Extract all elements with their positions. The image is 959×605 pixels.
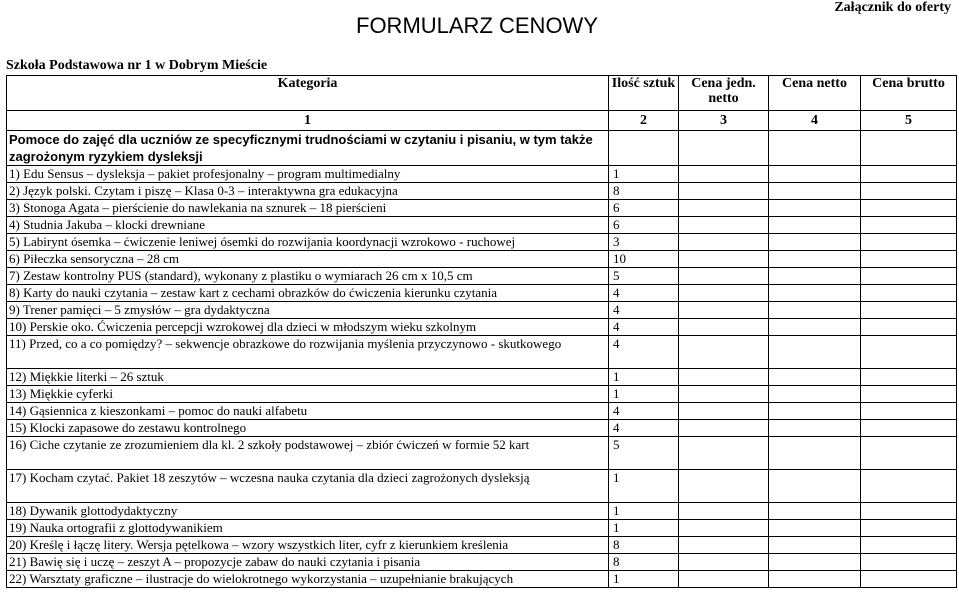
item-name: 21) Bawię się i uczę – zeszyt A – propozycje zabaw do nauki czytania i pisania: [7, 554, 609, 571]
item-name: 3) Stonoga Agata – pierścienie do nawlekania na sznurek – 18 pierścieni: [7, 200, 609, 217]
gross-price-cell: [861, 554, 957, 571]
net-price-cell: [769, 302, 861, 319]
unit-net-price-cell: [679, 234, 769, 251]
unit-net-price-cell: [679, 166, 769, 183]
item-name: 6) Piłeczka sensoryczna – 28 cm: [7, 251, 609, 268]
gross-price-cell: [861, 420, 957, 437]
net-price-cell: [769, 234, 861, 251]
gross-price-cell: [861, 386, 957, 403]
net-price-cell: [769, 470, 861, 503]
gross-price-cell: [861, 537, 957, 554]
gross-price-cell: [861, 251, 957, 268]
item-name: 13) Miękkie cyferki: [7, 386, 609, 403]
table-row: [7, 470, 957, 503]
table-row: [7, 302, 957, 319]
table-row: [7, 503, 957, 520]
gross-price-cell: [861, 234, 957, 251]
net-price-cell: [769, 537, 861, 554]
table-row: [7, 268, 957, 285]
unit-net-price-cell: [679, 554, 769, 571]
col-number: 5: [861, 111, 957, 131]
unit-net-price-cell: [679, 319, 769, 336]
unit-net-price-cell: [679, 571, 769, 588]
table-row: [7, 319, 957, 336]
item-name: 19) Nauka ortografii z glottodywanikiem: [7, 520, 609, 537]
unit-net-price-cell: [679, 503, 769, 520]
item-name: 7) Zestaw kontrolny PUS (standard), wykonany z plastiku o wymiarach 26 cm x 10,5 cm: [7, 268, 609, 285]
item-name: 18) Dywanik glottodydaktyczny: [7, 503, 609, 520]
unit-net-price-cell: [679, 537, 769, 554]
table-row: [7, 200, 957, 217]
item-name: 15) Klocki zapasowe do zestawu kontrolnego: [7, 420, 609, 437]
gross-price-cell: [861, 571, 957, 588]
unit-net-price-cell: [679, 470, 769, 503]
col-header-category: Kategoria: [7, 76, 609, 111]
gross-price-cell: [861, 166, 957, 183]
gross-price-cell: [861, 403, 957, 420]
net-price-cell: [769, 166, 861, 183]
gross-price-cell: [861, 503, 957, 520]
col-header-quantity: Ilość sztuk: [609, 76, 679, 111]
item-quantity: 5: [609, 437, 679, 470]
item-quantity: 1: [609, 571, 679, 588]
column-numbers-row: [7, 111, 957, 131]
col-number: 3: [679, 111, 769, 131]
unit-net-price-cell: [679, 437, 769, 470]
table-row: [7, 251, 957, 268]
item-name: 14) Gąsiennica z kieszonkami – pomoc do nauki alfabetu: [7, 403, 609, 420]
net-price-cell: [769, 200, 861, 217]
item-name: 5) Labirynt ósemka – ćwiczenie leniwej ósemki do rozwijania koordynacji wzrokowo - ruchowej: [7, 234, 609, 251]
net-price-cell: [769, 520, 861, 537]
item-name: 17) Kocham czytać. Pakiet 18 zeszytów – wczesna nauka czytania dla dzieci zagrożonych dysleksją: [7, 470, 609, 503]
net-price-cell: [769, 285, 861, 302]
table-row: [7, 537, 957, 554]
col-number: 2: [609, 111, 679, 131]
table-row: [7, 234, 957, 251]
item-quantity: 1: [609, 369, 679, 386]
table-row: [7, 386, 957, 403]
gross-price-cell: [861, 437, 957, 470]
col-header-net-price: Cena netto: [769, 76, 861, 111]
col-header-unit-net-price: Cena jedn. netto: [679, 76, 769, 111]
unit-net-price-cell: [679, 336, 769, 369]
item-quantity: 4: [609, 302, 679, 319]
gross-price-cell: [861, 285, 957, 302]
col-number: 4: [769, 111, 861, 131]
gross-price-cell: [861, 520, 957, 537]
net-price-cell: [769, 251, 861, 268]
item-name: 11) Przed, co a co pomiędzy? – sekwencje obrazkowe do rozwijania myślenia przyczynowo - skutkowego: [7, 336, 609, 369]
item-quantity: 1: [609, 520, 679, 537]
unit-net-price-cell: [679, 285, 769, 302]
net-price-cell: [769, 369, 861, 386]
gross-price-cell: [861, 470, 957, 503]
net-price-cell: [769, 217, 861, 234]
net-price-cell: [769, 386, 861, 403]
table-row: [7, 183, 957, 200]
annex-label: Załącznik do oferty: [834, 0, 951, 15]
net-price-cell: [769, 503, 861, 520]
unit-net-price-cell: [679, 217, 769, 234]
item-quantity: 10: [609, 251, 679, 268]
item-quantity: 1: [609, 503, 679, 520]
net-price-cell: [769, 183, 861, 200]
table-row: [7, 369, 957, 386]
table-row: [7, 420, 957, 437]
gross-price-cell: [861, 369, 957, 386]
item-quantity: 4: [609, 420, 679, 437]
net-price-cell: [769, 554, 861, 571]
col-number: 1: [7, 111, 609, 131]
item-name: 20) Kreślę i łączę litery. Wersja pętelkowa – wzory wszystkich liter, cyfr z kierunkiem kreślenia: [7, 537, 609, 554]
item-quantity: 1: [609, 166, 679, 183]
unit-net-price-cell: [679, 386, 769, 403]
form-title: FORMULARZ CENOWY: [356, 13, 598, 38]
net-price-cell: [769, 319, 861, 336]
item-name: 2) Język polski. Czytam i piszę – Klasa 0-3 – interaktywna gra edukacyjna: [7, 183, 609, 200]
table-row: [7, 554, 957, 571]
item-quantity: 4: [609, 319, 679, 336]
table-row: [7, 166, 957, 183]
unit-net-price-cell: [679, 268, 769, 285]
item-name: 12) Miękkie literki – 26 sztuk: [7, 369, 609, 386]
table-row: [7, 336, 957, 369]
net-price-cell: [769, 437, 861, 470]
unit-net-price-cell: [679, 251, 769, 268]
school-name: Szkoła Podstawowa nr 1 w Dobrym Mieście: [6, 58, 268, 73]
col-header-gross-price: Cena brutto: [861, 76, 957, 111]
item-name: 8) Karty do nauki czytania – zestaw kart z cechami obrazków do ćwiczenia kierunku czytania: [7, 285, 609, 302]
gross-price-cell: [861, 200, 957, 217]
item-quantity: 4: [609, 285, 679, 302]
gross-price-cell: [861, 268, 957, 285]
item-name: 22) Warsztaty graficzne – ilustracje do wielokrotnego wykorzystania – uzupełnianie brakujących: [7, 571, 609, 588]
item-quantity: 8: [609, 183, 679, 200]
gross-price-cell: [861, 217, 957, 234]
item-quantity: 5: [609, 268, 679, 285]
item-quantity: 8: [609, 537, 679, 554]
table-row: [7, 520, 957, 537]
item-quantity: 1: [609, 470, 679, 503]
section-title: Pomoce do zajęć dla uczniów ze specyficznymi trudnościami w czytaniu i pisaniu, w tym także zagrożonym ryzykiem dysleksji: [7, 131, 609, 166]
net-price-cell: [769, 571, 861, 588]
table-row: [7, 285, 957, 302]
item-quantity: 1: [609, 386, 679, 403]
item-name: 1) Edu Sensus – dysleksja – pakiet profesjonalny – program multimedialny: [7, 166, 609, 183]
unit-net-price-cell: [679, 403, 769, 420]
gross-price-cell: [861, 336, 957, 369]
table-row: [7, 403, 957, 420]
item-quantity: 6: [609, 200, 679, 217]
net-price-cell: [769, 403, 861, 420]
table-row: [7, 437, 957, 470]
price-table: [6, 75, 957, 588]
item-name: 16) Ciche czytanie ze zrozumieniem dla kl. 2 szkoły podstawowej – zbiór ćwiczeń w formie 52 kart: [7, 437, 609, 470]
item-quantity: 3: [609, 234, 679, 251]
gross-price-cell: [861, 302, 957, 319]
gross-price-cell: [861, 319, 957, 336]
net-price-cell: [769, 268, 861, 285]
gross-price-cell: [861, 183, 957, 200]
unit-net-price-cell: [679, 200, 769, 217]
item-name: 9) Trener pamięci – 5 zmysłów – gra dydaktyczna: [7, 302, 609, 319]
table-row: [7, 571, 957, 588]
net-price-cell: [769, 420, 861, 437]
unit-net-price-cell: [679, 369, 769, 386]
item-name: 10) Perskie oko. Ćwiczenia percepcji wzrokowej dla dzieci w młodszym wieku szkolnym: [7, 319, 609, 336]
table-row: [7, 217, 957, 234]
item-quantity: 4: [609, 336, 679, 369]
item-quantity: 8: [609, 554, 679, 571]
net-price-cell: [769, 336, 861, 369]
header-row: [7, 76, 957, 111]
unit-net-price-cell: [679, 183, 769, 200]
unit-net-price-cell: [679, 420, 769, 437]
item-name: 4) Studnia Jakuba – klocki drewniane: [7, 217, 609, 234]
unit-net-price-cell: [679, 520, 769, 537]
item-quantity: 4: [609, 403, 679, 420]
unit-net-price-cell: [679, 302, 769, 319]
section-row: [7, 131, 957, 166]
item-quantity: 6: [609, 217, 679, 234]
